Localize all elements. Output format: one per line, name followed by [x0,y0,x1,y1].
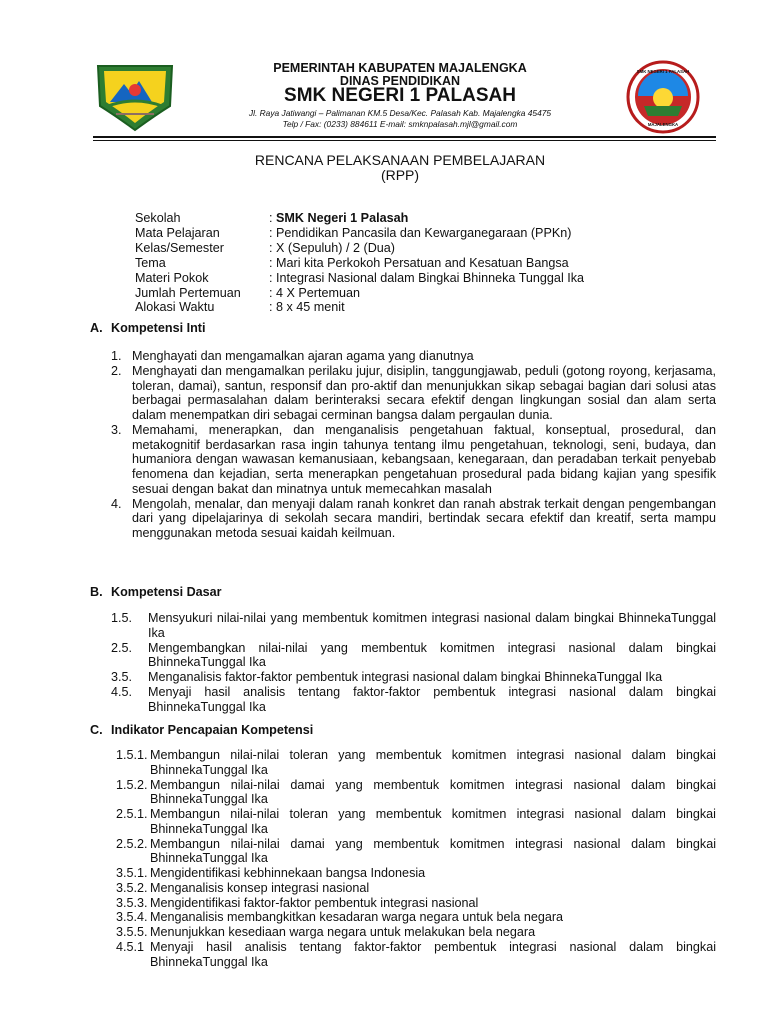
item-number: 2. [111,363,122,378]
identity-block [135,211,584,315]
identity-value: Integrasi Nasional dalam Bingkai Bhinneka Tunggal Ika [276,270,585,285]
identity-row [135,241,584,256]
identity-colon: : [269,255,273,270]
kompetensi-dasar-item [111,670,716,685]
kompetensi-inti-item [111,423,716,497]
kompetensi-dasar-item [111,641,716,671]
item-number: 3.5.1. [116,866,148,880]
indikator-item [116,837,716,867]
item-text: Menyaji hasil analisis tentang faktor-faktor pembentuk integrasi nasional dalam bingkai BhinnekaTunggal Ika [150,939,716,969]
indikator-item [116,881,716,896]
section-title: Kompetensi Inti [111,321,206,335]
item-text: Membangun nilai-nilai damai yang membentuk komitmen integrasi nasional dalam bingkai BhinnekaTunggal Ika [150,836,716,866]
identity-value: SMK Negeri 1 Palasah [276,211,409,225]
kop-government: PEMERINTAH KABUPATEN MAJALENGKA [273,61,527,75]
identity-label: Sekolah [135,211,181,225]
indikator-item [116,896,716,911]
kompetensi-inti-item [111,497,716,541]
identity-colon: : [269,240,273,255]
identity-colon: : [269,225,273,240]
kop-contact: Telp / Fax: (0233) 884611 E-mail: smknpalasah.mjl@gmail.com [282,119,518,129]
indikator-item [116,910,716,925]
smk-negeri-1-palasah-emblem-icon [626,60,700,134]
identity-label: Mata Pelajaran [135,225,220,240]
identity-colon: : [269,211,273,225]
item-number: 4. [111,496,122,511]
indikator-item [116,778,716,808]
logo-right-bottom-text: MAJALENGKA [647,122,679,127]
item-text: Menganalisis membangkitkan kesadaran warga negara untuk bela negara [150,910,564,925]
logo-right-top-text: SMK NEGERI 1 PALASAH [636,69,690,74]
section-letter: C. [90,723,103,737]
section-title: Indikator Pencapaian Kompetensi [111,723,314,737]
item-text: Mengembangkan nilai-nilai yang membentuk komitmen integrasi nasional dalam bingkai BhinnekaTunggal Ika [148,640,716,670]
item-number: 1. [111,349,122,363]
item-text: Menganalisis faktor-faktor pembentuk integrasi nasional dalam bingkai BhinnekaTunggal Ika [148,670,663,684]
identity-label: Jumlah Pertemuan [135,285,241,300]
kabupaten-majalengka-emblem-icon [94,62,176,132]
indikator-item [116,807,716,837]
item-number: 3.5.2. [116,880,148,895]
item-text: Menghayati dan mengamalkan perilaku jujur, disiplin, tanggungjawab, peduli (gotong royong, kerjasama, toleran, damai), santun, responsif dan pro-aktif dan menunjukkan sikap sebagai bagian dari solusi atas berbagai permasalahan dalam berinteraksi secara efektif dengan lingkungan sosial dan alam serta dalam menempatkan diri sebagai cerminan bangsa dalam pergaulan dunia. [132,363,716,422]
identity-colon: : [269,300,273,315]
item-number: 3.5.3. [116,895,148,910]
indikator-item [116,940,716,970]
identity-label: Tema [135,255,166,270]
section-letter: A. [90,321,103,335]
item-text: Menunjukkan kesediaan warga negara untuk melakukan bela negara [150,925,536,939]
indikator-item [116,748,716,778]
kompetensi-inti-item [111,364,716,423]
identity-value: Mari kita Perkokoh Persatuan and Kesatuan Bangsa [276,255,569,270]
item-number: 1.5. [111,611,133,625]
section-title: Kompetensi Dasar [111,585,222,599]
indikator-item [116,925,716,940]
item-number: 3.5.4. [116,910,148,925]
item-text: Mengidentifikasi kebhinnekaan bangsa Indonesia [150,866,426,880]
item-number: 4.5. [111,684,133,699]
item-text: Mengidentifikasi faktor-faktor pembentuk integrasi nasional [150,895,479,910]
item-number: 1.5.2. [116,777,148,792]
item-number: 4.5.1 [116,939,145,954]
document-subtitle: (RPP) [380,167,420,183]
kop-address: Jl. Raya Jatiwangi – Palimanan KM.5 Desa/Kec. Palasah Kab. Majalengka 45475 [248,108,552,118]
kop-school-name: SMK NEGERI 1 PALASAH [284,85,516,106]
identity-row [135,226,584,241]
identity-row [135,256,584,271]
identity-row [135,300,584,315]
item-number: 1.5.1. [116,748,148,762]
item-text: Membangun nilai-nilai damai yang membentuk komitmen integrasi nasional dalam bingkai BhinnekaTunggal Ika [150,777,716,807]
item-number: 3. [111,422,122,437]
item-number: 2.5. [111,640,133,655]
section-letter: B. [90,585,103,599]
identity-label: Alokasi Waktu [135,300,215,315]
document-title: RENCANA PELAKSANAAN PEMBELAJARAN [254,152,546,168]
section-b-heading [90,585,222,599]
item-text: Mengolah, menalar, dan menyaji dalam ranah konkret dan ranah abstrak terkait dengan pengembangan dari yang dipelajarinya di sekolah secara mandiri, bertindak secara efektif dan kreatif, serta mampu menggunakan metoda sesuai kaidah keilmuan. [132,496,716,540]
item-number: 2.5.1. [116,807,148,821]
kompetensi-dasar-item [111,685,716,715]
identity-value: 4 X Pertemuan [276,285,361,300]
identity-value: Pendidikan Pancasila dan Kewarganegaraan (PPKn) [276,225,572,240]
item-text: Membangun nilai-nilai toleran yang membentuk komitmen integrasi nasional dalam bingkai BhinnekaTunggal Ika [150,748,716,777]
kompetensi-inti-item [111,349,716,364]
kop-department: DINAS PENDIDIKAN [339,74,461,88]
identity-label: Kelas/Semester [135,240,224,255]
item-number: 2.5.2. [116,836,148,851]
letterhead-divider-thin [93,140,716,141]
identity-value: X (Sepuluh) / 2 (Dua) [276,240,395,255]
indikator-list [116,748,716,969]
indikator-item [116,866,716,881]
item-text: Menganalisis konsep integrasi nasional [150,880,370,895]
section-c-heading [90,723,313,737]
item-text: Menyaji hasil analisis tentang faktor-faktor pembentuk integrasi nasional dalam bingkai BhinnekaTunggal Ika [148,684,716,714]
identity-row [135,271,584,286]
identity-row [135,286,584,301]
identity-colon: : [269,285,273,300]
kompetensi-inti-list [111,349,716,541]
item-number: 3.5. [111,670,133,684]
identity-value: 8 x 45 menit [276,300,345,315]
item-text: Memahami, menerapkan, dan menganalisis pengetahuan faktual, konseptual, prosedural, dan metakognitif berdasarkan rasa ingin tahunya tentang ilmu pengetahuan, teknologi, seni, budaya, dan humaniora dengan wawasan kemanusiaan, kebangsaan, kenegaraan, dan peradaban terkait penyebab fenomena dan kejadian, serta menerapkan pengetahuan prosedural pada bidang kajian yang spesifik sesuai dengan bakat dan minatnya untuk memecahkan masalah [132,422,716,496]
identity-row [135,211,584,226]
section-a-heading [90,321,205,335]
item-text: Menghayati dan mengamalkan ajaran agama yang dianutnya [132,349,474,363]
identity-colon: : [269,270,273,285]
item-text: Mensyukuri nilai-nilai yang membentuk komitmen integrasi nasional dalam bingkai BhinnekaTunggal Ika [148,611,716,640]
letterhead-divider-thick [93,136,716,138]
item-text: Membangun nilai-nilai toleran yang membentuk komitmen integrasi nasional dalam bingkai BhinnekaTunggal Ika [150,807,716,836]
item-number: 3.5.5. [116,925,148,939]
kompetensi-dasar-list [111,611,716,714]
identity-label: Materi Pokok [135,270,209,285]
kompetensi-dasar-item [111,611,716,641]
